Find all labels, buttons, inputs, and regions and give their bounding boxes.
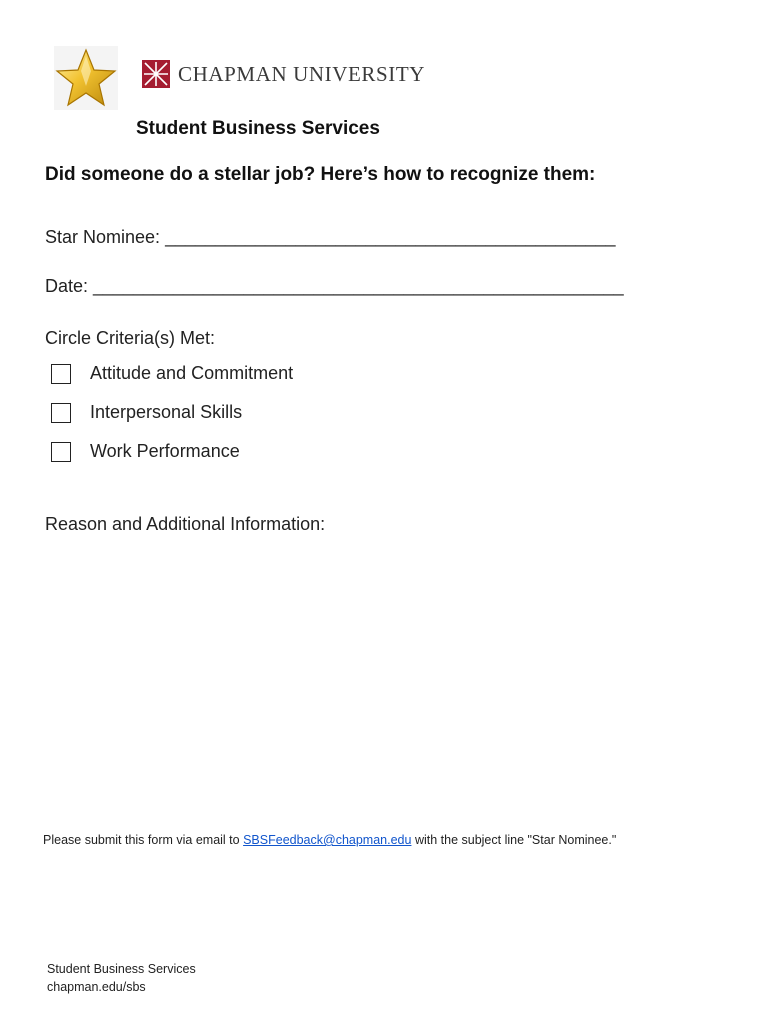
footer-department: Student Business Services: [47, 962, 196, 976]
criteria-label: Circle Criteria(s) Met:: [45, 328, 216, 348]
nominee-label: Star Nominee:: [45, 227, 161, 247]
date-blank[interactable]: _____________________________________________________: [93, 276, 624, 296]
checkbox-performance[interactable]: [51, 442, 71, 462]
form-headline: Did someone do a stellar job? Here’s how to recognize them:: [45, 164, 596, 185]
star-logo: [54, 46, 118, 110]
nominee-field[interactable]: [45, 227, 616, 248]
footer-url: chapman.edu/sbs: [47, 980, 146, 994]
reason-label: Reason and Additional Information:: [45, 514, 326, 534]
gold-star-icon: [54, 46, 118, 110]
checkbox-attitude[interactable]: [51, 364, 71, 384]
date-field[interactable]: [45, 276, 624, 297]
criteria-item-attitude[interactable]: [51, 363, 293, 384]
criteria-label-performance: Work Performance: [90, 441, 240, 461]
page-footer: [47, 960, 196, 996]
brand-logo: [142, 60, 425, 88]
department-title: Student Business Services: [136, 118, 380, 139]
submit-suffix: with the subject line "Star Nominee.": [414, 833, 617, 847]
submit-instructions: [43, 833, 616, 847]
chapman-monogram-icon: [142, 60, 170, 88]
feedback-email-link[interactable]: SBSFeedback@chapman.edu: [243, 833, 412, 847]
submit-prefix: Please submit this form via email to: [43, 833, 240, 847]
nominee-blank[interactable]: _____________________________________________: [165, 227, 616, 247]
brand-name: CHAPMAN UNIVERSITY: [178, 61, 426, 86]
checkbox-interpersonal[interactable]: [51, 403, 71, 423]
criteria-label-attitude: Attitude and Commitment: [90, 363, 294, 383]
criteria-item-interpersonal[interactable]: [51, 402, 242, 423]
criteria-label-interpersonal: Interpersonal Skills: [90, 402, 243, 422]
date-label: Date:: [45, 276, 89, 296]
criteria-item-performance[interactable]: [51, 441, 240, 462]
